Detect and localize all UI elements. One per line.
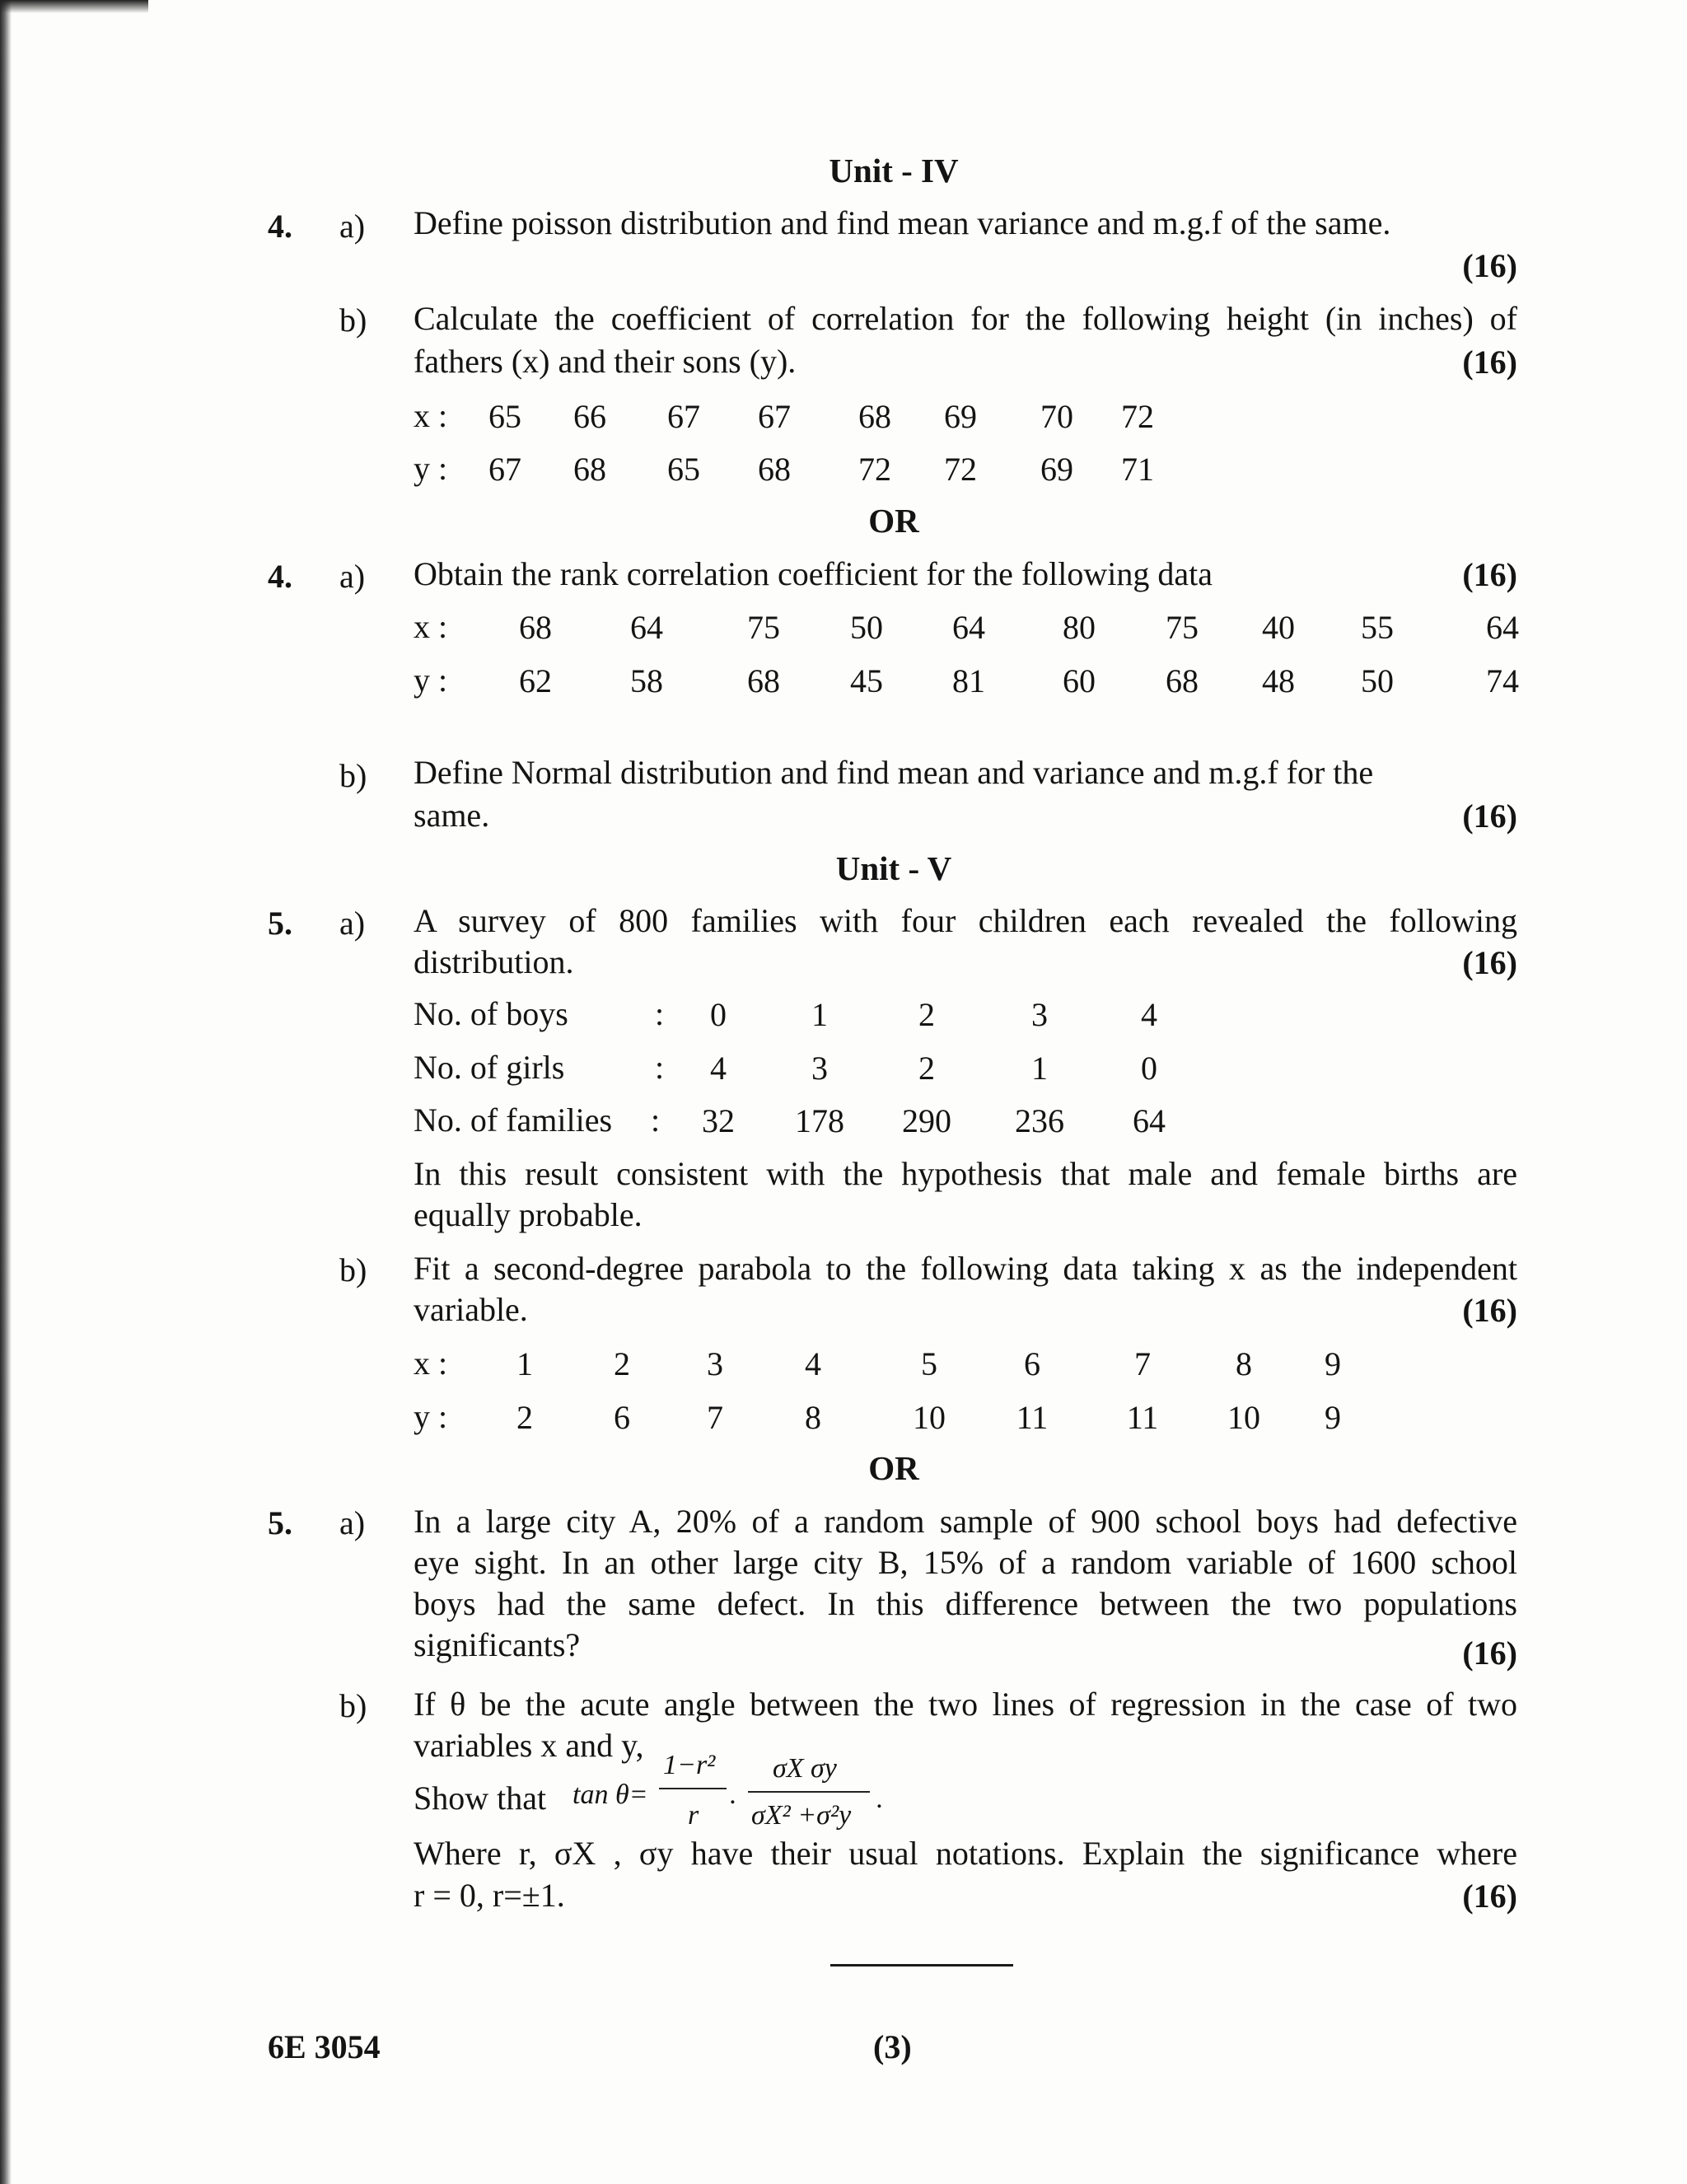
data-value: 1	[516, 1345, 533, 1382]
data-value: 64	[1486, 609, 1519, 646]
part-label: b)	[339, 1687, 367, 1724]
data-value: 55	[1361, 609, 1394, 646]
question-number: 4.	[268, 208, 292, 245]
data-value: 68	[1166, 662, 1199, 699]
data-value: 80	[1063, 609, 1096, 646]
show-that-label: Show that	[414, 1779, 547, 1817]
data-value: 69	[944, 398, 977, 435]
question-text: variables x and y,	[414, 1727, 644, 1764]
question-text: Obtain the rank correlation coefficient for the following data	[414, 555, 1213, 592]
table-cell: 0	[1141, 1050, 1157, 1087]
or-separator: OR	[868, 502, 919, 540]
scan-edge-shadow	[0, 0, 12, 2184]
data-value: 2	[614, 1345, 630, 1382]
marks: (16)	[1462, 1634, 1517, 1672]
data-value: 66	[573, 398, 606, 435]
marks: (16)	[1462, 344, 1517, 381]
question-text: boys had the same defect. In this difference between the two populations	[414, 1585, 1517, 1622]
data-value: 68	[858, 398, 891, 435]
data-value: 72	[1121, 398, 1154, 435]
table-cell: 1	[1031, 1050, 1048, 1087]
multiply-dot: .	[730, 1779, 737, 1810]
row-colon: :	[655, 1049, 665, 1086]
data-value: 8	[805, 1399, 821, 1436]
scan-edge-shadow-top	[0, 0, 148, 13]
formula-tan-theta: tan θ=	[572, 1779, 648, 1810]
data-value: 45	[850, 662, 883, 699]
table-cell: 1	[811, 996, 828, 1033]
data-value: 65	[488, 398, 521, 435]
marks: (16)	[1462, 797, 1517, 835]
data-value: 68	[519, 609, 552, 646]
question-number: 5.	[268, 905, 292, 942]
data-value: 40	[1262, 609, 1295, 646]
row-colon: :	[651, 1101, 661, 1139]
data-value: 72	[858, 451, 891, 488]
data-value: 7	[1134, 1345, 1151, 1382]
data-value: 65	[667, 451, 700, 488]
data-value: 60	[1063, 662, 1096, 699]
question-text: same.	[414, 797, 490, 834]
data-value: 5	[921, 1345, 937, 1382]
data-value: 64	[630, 609, 663, 646]
marks: (16)	[1462, 944, 1517, 981]
data-value: 3	[707, 1345, 723, 1382]
data-value: 48	[1262, 662, 1295, 699]
data-value: 6	[1024, 1345, 1040, 1382]
question-text: variable.	[414, 1291, 528, 1328]
fraction-bar	[659, 1788, 727, 1789]
table-cell: 32	[702, 1102, 735, 1139]
part-label: b)	[339, 1251, 367, 1288]
question-text: fathers (x) and their sons (y).	[414, 343, 797, 380]
row-colon: :	[655, 995, 665, 1032]
data-value: 8	[1236, 1345, 1252, 1382]
part-label: b)	[339, 302, 367, 339]
table-cell: 3	[811, 1050, 828, 1087]
data-value: 68	[758, 451, 791, 488]
end-rule	[830, 1964, 1013, 1967]
data-value: 68	[747, 662, 780, 699]
or-separator: OR	[868, 1449, 919, 1487]
question-text: significants?	[414, 1626, 581, 1663]
multiply-dot: .	[876, 1784, 884, 1814]
question-text: Fit a second-degree parabola to the following data taking x as the independent	[414, 1250, 1517, 1287]
table-cell: 0	[710, 996, 727, 1033]
unit-v-heading: Unit - V	[835, 849, 952, 887]
question-text: In a large city A, 20% of a random sample of 900 school boys had defective	[414, 1503, 1517, 1540]
data-value: 69	[1040, 451, 1073, 488]
data-value: 75	[1166, 609, 1199, 646]
question-number: 4.	[268, 558, 292, 595]
part-label: a)	[339, 1504, 366, 1541]
data-value: 11	[1126, 1399, 1159, 1436]
data-value: 50	[1361, 662, 1394, 699]
data-value: 67	[758, 398, 791, 435]
page-number: (3)	[873, 2028, 912, 2065]
table-cell: 2	[918, 1050, 935, 1087]
y-row-label: y :	[414, 662, 448, 699]
table-cell: 290	[902, 1102, 951, 1139]
row-label: No. of girls	[414, 1049, 565, 1086]
data-value: 64	[952, 609, 985, 646]
table-cell: 3	[1031, 996, 1048, 1033]
data-value: 72	[944, 451, 977, 488]
question-text: If θ be the acute angle between the two lines of regression in the case of two	[414, 1686, 1517, 1723]
marks: (16)	[1462, 1878, 1517, 1915]
question-text: In this result consistent with the hypothesis that male and female births are	[414, 1155, 1517, 1192]
question-text: eye sight. In an other large city B, 15% of a random variable of 1600 school	[414, 1544, 1517, 1581]
marks: (16)	[1462, 1292, 1517, 1329]
data-value: 50	[850, 609, 883, 646]
data-value: 7	[707, 1399, 723, 1436]
table-cell: 178	[795, 1102, 844, 1139]
question-number: 5.	[268, 1504, 292, 1541]
marks: (16)	[1462, 247, 1517, 284]
fraction-numerator: σX σy	[773, 1753, 837, 1784]
question-text: Define Normal distribution and find mean and variance and m.g.f for the	[414, 754, 1374, 791]
paper-code: 6E 3054	[268, 2028, 381, 2065]
data-value: 70	[1040, 398, 1073, 435]
question-text: Calculate the coefficient of correlation for the following height (in inches) of	[414, 300, 1517, 337]
table-cell: 64	[1133, 1102, 1166, 1139]
y-row-label: y :	[414, 1398, 448, 1435]
fraction-bar	[748, 1791, 870, 1793]
x-row-label: x :	[414, 1345, 448, 1382]
data-value: 9	[1325, 1345, 1341, 1382]
x-row-label: x :	[414, 608, 448, 645]
question-text: Define poisson distribution and find mean variance and m.g.f of the same.	[414, 204, 1391, 241]
data-value: 11	[1016, 1399, 1049, 1436]
data-value: 10	[1227, 1399, 1260, 1436]
table-cell: 2	[918, 996, 935, 1033]
table-cell: 4	[710, 1050, 727, 1087]
part-label: b)	[339, 757, 367, 794]
data-value: 9	[1325, 1399, 1341, 1436]
part-label: a)	[339, 208, 366, 245]
row-label: No. of families	[414, 1101, 613, 1139]
x-row-label: x :	[414, 397, 448, 434]
question-text: Where r, σX , σy have their usual notations. Explain the significance where	[414, 1835, 1517, 1872]
fraction-denominator: r	[688, 1800, 699, 1831]
data-value: 4	[805, 1345, 821, 1382]
data-value: 75	[747, 609, 780, 646]
row-label: No. of boys	[414, 995, 568, 1032]
data-value: 81	[952, 662, 985, 699]
data-value: 67	[667, 398, 700, 435]
data-value: 2	[516, 1399, 533, 1436]
data-value: 6	[614, 1399, 630, 1436]
data-value: 62	[519, 662, 552, 699]
unit-iv-heading: Unit - IV	[829, 152, 959, 189]
table-cell: 4	[1141, 996, 1157, 1033]
question-text: A survey of 800 families with four children each revealed the following	[414, 902, 1517, 939]
data-value: 67	[488, 451, 521, 488]
question-text: equally probable.	[414, 1196, 643, 1233]
data-value: 68	[573, 451, 606, 488]
data-value: 10	[913, 1399, 946, 1436]
part-label: a)	[339, 558, 366, 595]
fraction-numerator: 1−r²	[663, 1750, 716, 1780]
table-cell: 236	[1015, 1102, 1064, 1139]
data-value: 74	[1486, 662, 1519, 699]
data-value: 71	[1121, 451, 1154, 488]
marks: (16)	[1462, 556, 1517, 593]
question-text: distribution.	[414, 943, 574, 980]
y-row-label: y :	[414, 450, 448, 487]
fraction-denominator: σX² +σ²y	[751, 1800, 852, 1831]
question-text: r = 0, r=±1.	[414, 1877, 565, 1914]
part-label: a)	[339, 905, 366, 942]
data-value: 58	[630, 662, 663, 699]
